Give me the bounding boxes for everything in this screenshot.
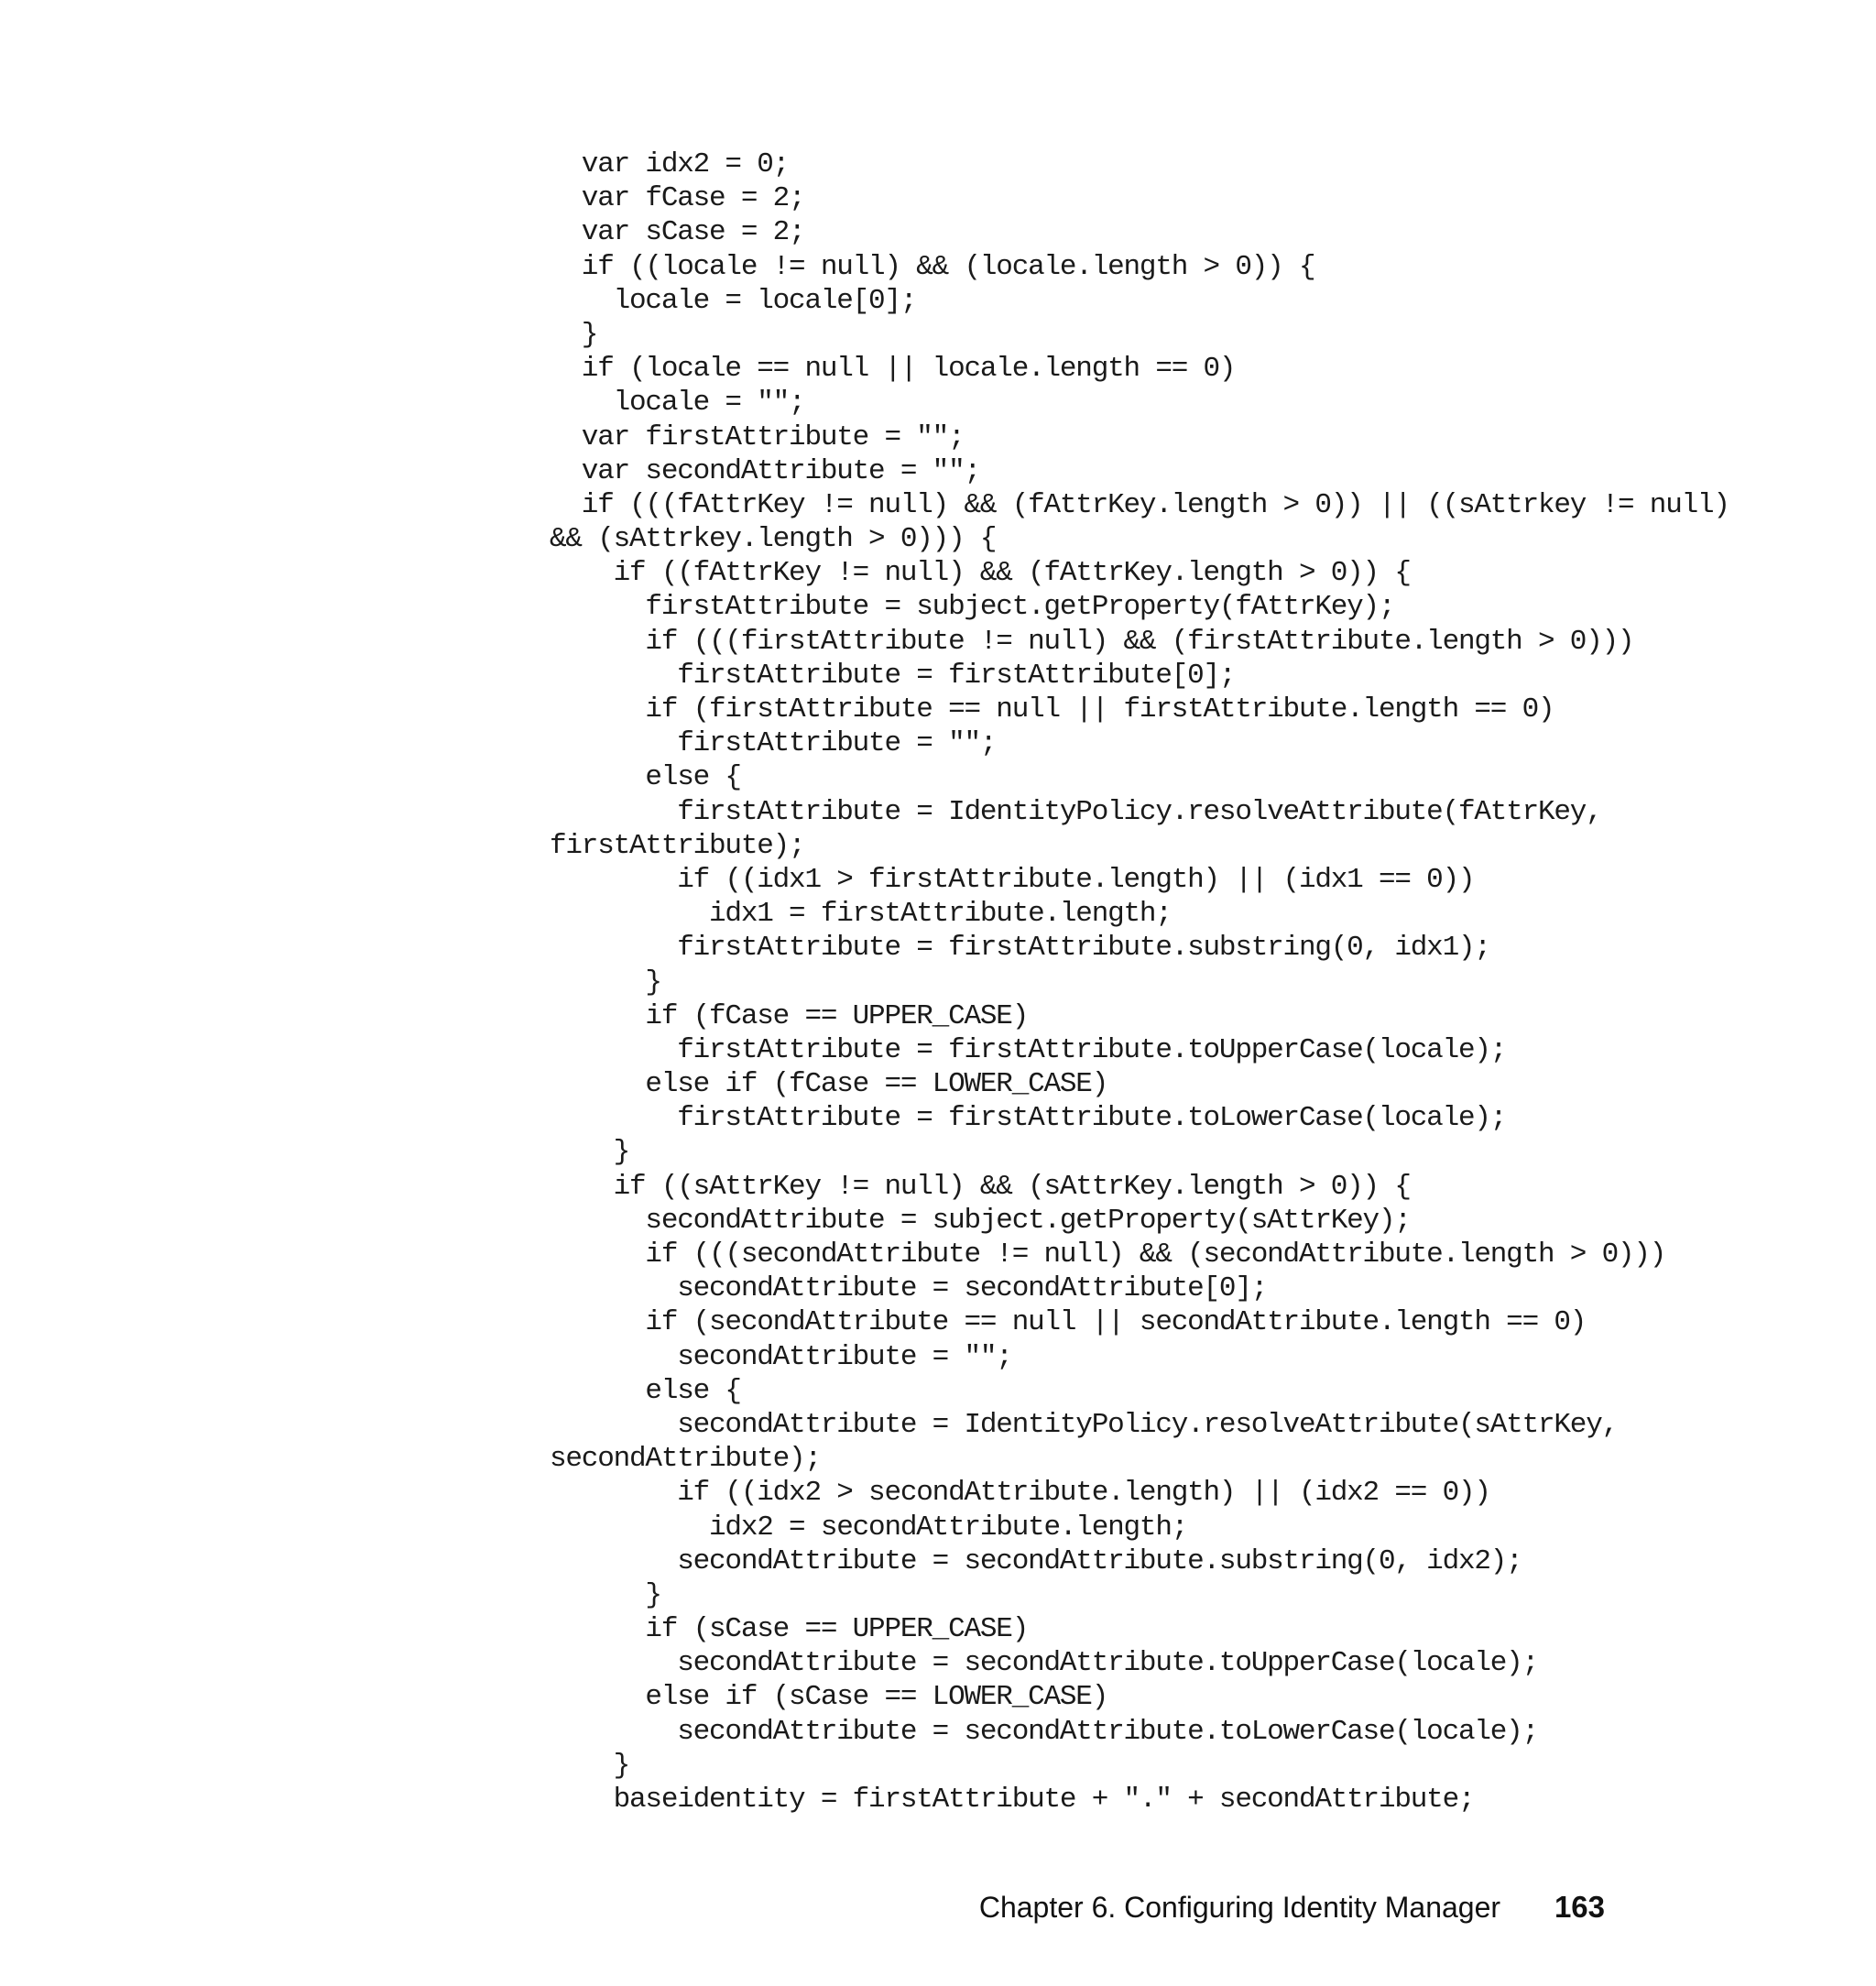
code-line: if ((idx2 > secondAttribute.length) || (idx2 == 0)): [550, 1477, 1490, 1510]
code-line: firstAttribute = IdentityPolicy.resolveAttribute(fAttrKey,: [550, 795, 1602, 828]
code-line: var secondAttribute = "";: [550, 454, 980, 487]
code-line: firstAttribute);: [550, 829, 805, 862]
code-line: secondAttribute);: [550, 1443, 821, 1476]
code-line: if ((sAttrKey != null) && (sAttrKey.length > 0)) {: [550, 1170, 1411, 1203]
code-line: if (((firstAttribute != null) && (firstAttribute.length > 0))): [550, 625, 1634, 658]
code-line: }: [550, 966, 661, 998]
code-line: firstAttribute = "";: [550, 727, 997, 760]
code-line: else if (fCase == LOWER_CASE): [550, 1068, 1108, 1101]
code-line: baseidentity = firstAttribute + "." + secondAttribute;: [550, 1784, 1475, 1816]
code-line: }: [550, 1578, 661, 1611]
code-line: if (firstAttribute == null || firstAttribute.length == 0): [550, 693, 1554, 726]
code-line: secondAttribute = secondAttribute.substring(0, idx2);: [550, 1544, 1522, 1577]
code-line: }: [550, 318, 598, 351]
code-line: var firstAttribute = "";: [550, 420, 965, 453]
code-line: firstAttribute = firstAttribute.toUpperCase(locale);: [550, 1033, 1507, 1066]
code-line: secondAttribute = secondAttribute[0];: [550, 1272, 1268, 1305]
code-line: locale = locale[0];: [550, 284, 917, 317]
code-line: var sCase = 2;: [550, 216, 805, 249]
chapter-title: Chapter 6. Configuring Identity Manager: [978, 1891, 1501, 1924]
code-line: locale = "";: [550, 387, 805, 420]
code-line: firstAttribute = firstAttribute.substring(0, idx1);: [550, 932, 1490, 965]
code-line: else {: [550, 1374, 741, 1407]
code-line: if (sCase == UPPER_CASE): [550, 1613, 1029, 1646]
code-line: if (fCase == UPPER_CASE): [550, 999, 1029, 1032]
page-footer: [979, 1887, 1605, 1927]
code-listing: [550, 147, 1740, 1817]
code-line: idx2 = secondAttribute.length;: [550, 1511, 1188, 1544]
code-line: secondAttribute = subject.getProperty(sAttrKey);: [550, 1204, 1411, 1237]
code-line: && (sAttrkey.length > 0))) {: [550, 523, 997, 556]
code-line: if (((secondAttribute != null) && (secondAttribute.length > 0))): [550, 1239, 1666, 1271]
code-line: secondAttribute = secondAttribute.toLowerCase(locale);: [550, 1715, 1538, 1748]
code-line: }: [550, 1136, 630, 1169]
code-line: secondAttribute = "";: [550, 1340, 1012, 1373]
code-line: secondAttribute = IdentityPolicy.resolveAttribute(sAttrKey,: [550, 1408, 1619, 1441]
code-line: if ((fAttrKey != null) && (fAttrKey.length > 0)) {: [550, 557, 1411, 590]
page-number: 163: [1554, 1890, 1605, 1924]
code-line: var fCase = 2;: [550, 182, 805, 215]
code-line: if (locale == null || locale.length == 0): [550, 353, 1236, 386]
code-line: else {: [550, 761, 741, 794]
code-line: if (((fAttrKey != null) && (fAttrKey.length > 0)) || ((sAttrkey != null): [550, 488, 1729, 521]
code-line: else if (sCase == LOWER_CASE): [550, 1681, 1108, 1714]
code-line: firstAttribute = subject.getProperty(fAttrKey);: [550, 591, 1395, 624]
code-line: idx1 = firstAttribute.length;: [550, 898, 1172, 931]
code-line: firstAttribute = firstAttribute[0];: [550, 659, 1236, 692]
code-line: secondAttribute = secondAttribute.toUpperCase(locale);: [550, 1647, 1538, 1680]
code-line: var idx2 = 0;: [550, 148, 790, 180]
code-line: firstAttribute = firstAttribute.toLowerCase(locale);: [550, 1102, 1507, 1135]
code-line: if ((idx1 > firstAttribute.length) || (idx1 == 0)): [550, 863, 1475, 896]
code-line: if (secondAttribute == null || secondAttribute.length == 0): [550, 1306, 1587, 1339]
code-line: if ((locale != null) && (locale.length > 0)) {: [550, 250, 1315, 283]
code-line: }: [550, 1749, 630, 1782]
